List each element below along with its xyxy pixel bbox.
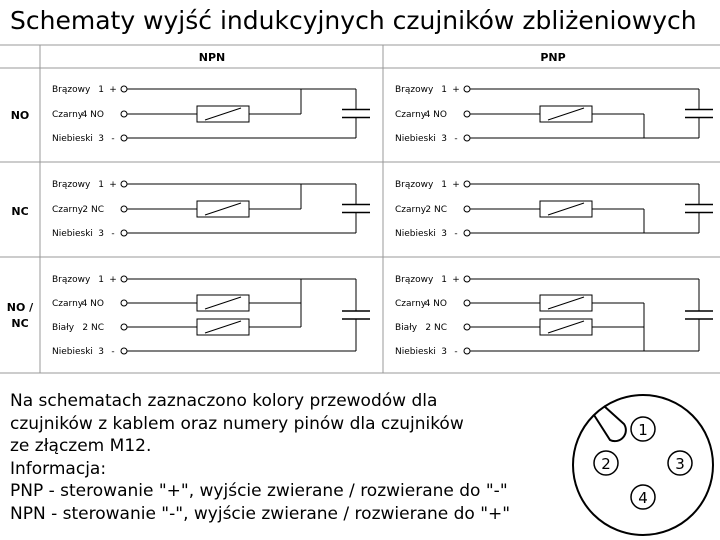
wire-polarity-label: - (111, 347, 115, 357)
wire-color-label: Brązowy (395, 85, 434, 95)
connector-pin-number: 4 (638, 489, 648, 507)
wire-pin-label: 1 (98, 275, 104, 285)
wire-color-label: Niebieski (52, 347, 93, 357)
wire-pin-label: 1 (441, 275, 447, 285)
wire-color-label: Czarny (395, 299, 427, 309)
wire-color-label: Czarny (52, 110, 84, 120)
wire-polarity-label: - (454, 229, 458, 239)
page-title: Schematy wyjść indukcyjnych czujników zbliżeniowych (10, 6, 697, 35)
note-line: NPN - sterowanie "-", wyjście zwierane / rozwierane do "+" (10, 503, 511, 524)
wire-polarity-label: - (111, 229, 115, 239)
wire-polarity-label: + (452, 275, 460, 285)
wire-color-label: Brązowy (395, 275, 434, 285)
wire-pin-label: 3 (441, 134, 447, 144)
wire-color-label: Niebieski (395, 134, 436, 144)
wire-polarity-label: + (452, 85, 460, 95)
wire-pin-label: 3 (98, 134, 104, 144)
note-line: czujników z kablem oraz numery pinów dla czujników (10, 413, 464, 434)
wire-polarity-label: - (454, 134, 458, 144)
wire-pin-label: 2 NC (82, 205, 104, 215)
note-line: ze złączem M12. (10, 436, 152, 456)
row-label: NO (10, 109, 30, 122)
wire-color-label: Brązowy (395, 180, 434, 190)
wire-polarity-label: + (452, 180, 460, 190)
connector-pin-number: 1 (638, 421, 648, 439)
wire-pin-label: 3 (98, 347, 104, 357)
wire-pin-label: 4 NO (81, 299, 104, 309)
row-label: NC (11, 317, 29, 330)
wire-pin-label: 2 NC (425, 205, 447, 215)
note-line: Na schematach zaznaczono kolory przewodów dla (10, 391, 438, 411)
connector-pin-number: 3 (675, 455, 685, 473)
row-label: NC (11, 205, 29, 218)
wire-color-label: Niebieski (395, 347, 436, 357)
wire-pin-label: 3 (441, 229, 447, 239)
wire-pin-label: 1 (441, 180, 447, 190)
wire-polarity-label: + (109, 85, 117, 95)
wire-pin-label: 3 (441, 347, 447, 357)
wire-polarity-label: - (111, 134, 115, 144)
wire-color-label: Biały (395, 323, 418, 333)
column-header-npn: NPN (198, 51, 226, 64)
wire-pin-label: 4 NO (424, 299, 447, 309)
wire-color-label: Brązowy (52, 275, 91, 285)
wire-color-label: Czarny (395, 205, 427, 215)
wire-color-label: Niebieski (52, 229, 93, 239)
wire-color-label: Biały (52, 323, 75, 333)
wire-pin-label: 4 NO (81, 110, 104, 120)
note-line: PNP - sterowanie "+", wyjście zwierane / rozwierane do "-" (10, 481, 508, 501)
wire-polarity-label: + (109, 180, 117, 190)
wire-color-label: Niebieski (52, 134, 93, 144)
wire-pin-label: 1 (98, 85, 104, 95)
wire-color-label: Czarny (52, 299, 84, 309)
wire-pin-label: 1 (441, 85, 447, 95)
wire-color-label: Brązowy (52, 180, 91, 190)
wire-color-label: Czarny (52, 205, 84, 215)
note-line: Informacja: (10, 458, 107, 479)
wire-pin-label: 4 NO (424, 110, 447, 120)
wire-polarity-label: + (109, 275, 117, 285)
wire-pin-label: 3 (98, 229, 104, 239)
wire-pin-label: 2 NC (82, 323, 104, 333)
wire-color-label: Czarny (395, 110, 427, 120)
wire-pin-label: 1 (98, 180, 104, 190)
wire-pin-label: 2 NC (425, 323, 447, 333)
wire-color-label: Brązowy (52, 85, 91, 95)
column-header-pnp: PNP (540, 51, 566, 64)
wire-polarity-label: - (454, 347, 458, 357)
connector-pin-number: 2 (601, 455, 611, 473)
row-label: NO / (6, 301, 34, 314)
wire-color-label: Niebieski (395, 229, 436, 239)
